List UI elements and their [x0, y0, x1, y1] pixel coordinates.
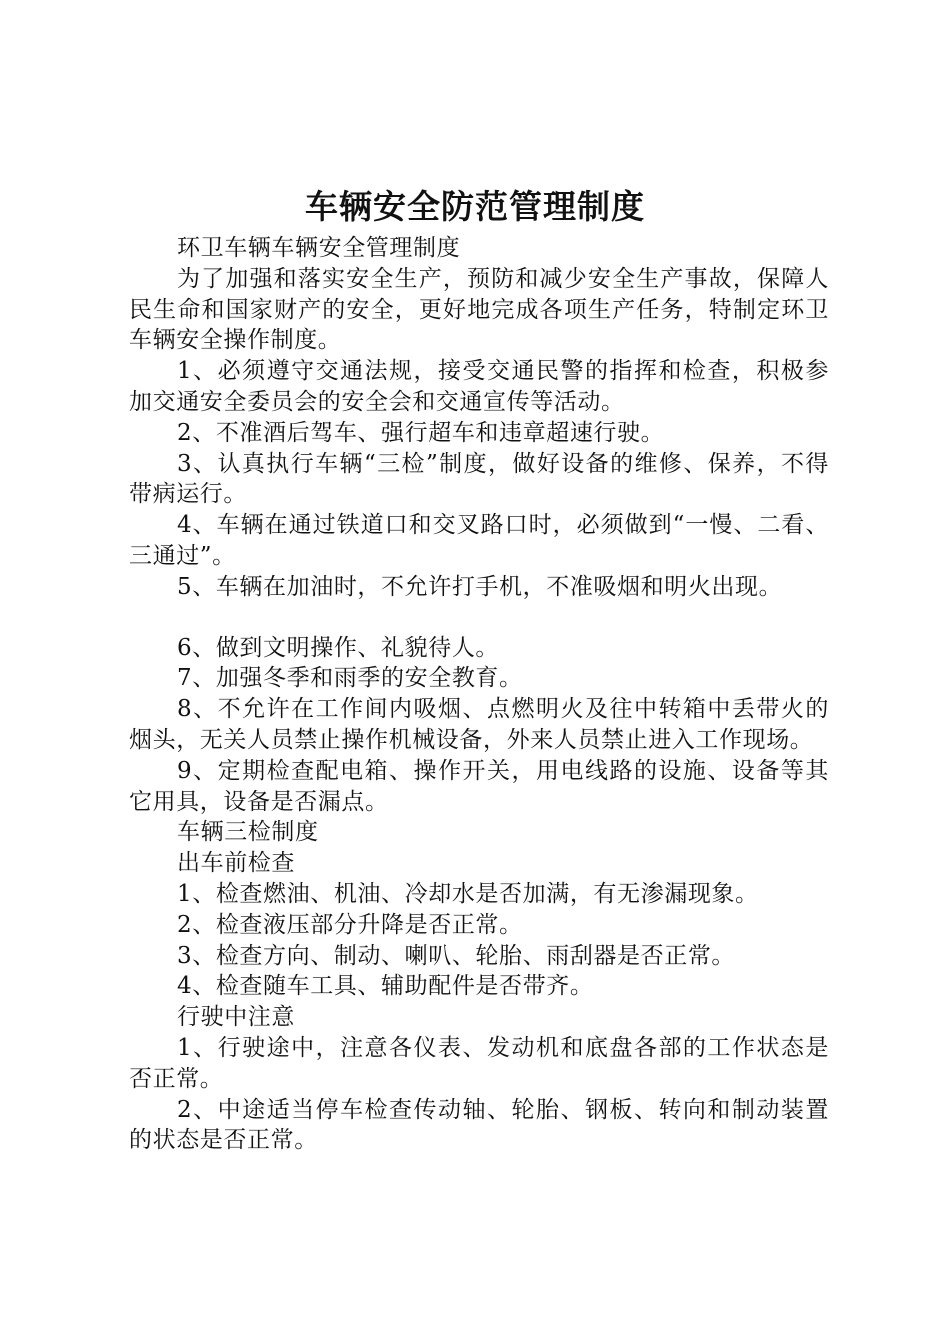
check-item: 3、检查方向、制动、喇叭、轮胎、雨刮器是否正常。 — [177, 942, 736, 969]
rule-paragraph: 7、加强冬季和雨季的安全教育。 — [177, 665, 523, 692]
document-body — [129, 233, 829, 1156]
rule-paragraph: 6、做到文明操作、礼貌待人。 — [177, 634, 500, 661]
rule-paragraph: 2、不准酒后驾车、强行超车和违章超速行驶。 — [177, 419, 665, 446]
check-item: 2、中途适当停车检查传动轴、轮胎、钢板、转向和制动装置的状态是否正常。 — [129, 1096, 829, 1154]
rule-paragraph: 1、必须遵守交通法规，接受交通民警的指挥和检查，积极参加交通安全委员会的安全会和交通宣传等活动。 — [129, 358, 829, 415]
section-heading: 车辆三检制度 — [177, 819, 319, 846]
rule-paragraph: 4、车辆在通过铁道口和交叉路口时，必须做到“一慢、二看、三通过”。 — [129, 512, 829, 569]
intro-paragraph: 为了加强和落实安全生产，预防和减少安全生产事故，保障人民生命和国家财产的安全，更好地完成各项生产任务，特制定环卫车辆安全操作制度。 — [129, 265, 829, 354]
subsection-heading: 出车前检查 — [177, 850, 295, 877]
document-title: 车辆安全防范管理制度 — [305, 187, 645, 226]
check-item: 1、检查燃油、机油、冷却水是否加满，有无渗漏现象。 — [177, 880, 759, 907]
check-item: 1、行驶途中，注意各仪表、发动机和底盘各部的工作状态是否正常。 — [129, 1034, 829, 1092]
subtitle-paragraph: 环卫车辆车辆安全管理制度 — [177, 235, 461, 261]
rule-paragraph: 5、车辆在加油时，不允许打手机，不准吸烟和明火出现。 — [177, 573, 783, 600]
check-item: 2、检查液压部分升降是否正常。 — [177, 911, 523, 938]
rule-paragraph: 8、不允许在工作间内吸烟、点燃明火及往中转箱中丢带火的烟头，无关人员禁止操作机械设备，外来人员禁止进入工作现场。 — [129, 696, 829, 753]
rule-paragraph: 3、认真执行车辆“三检”制度，做好设备的维修、保养，不得带病运行。 — [129, 450, 829, 508]
check-item: 4、检查随车工具、辅助配件是否带齐。 — [177, 973, 594, 1000]
subsection-heading: 行驶中注意 — [177, 1004, 295, 1031]
rule-paragraph: 9、定期检查配电箱、操作开关，用电线路的设施、设备等其它用具，设备是否漏点。 — [129, 757, 829, 815]
